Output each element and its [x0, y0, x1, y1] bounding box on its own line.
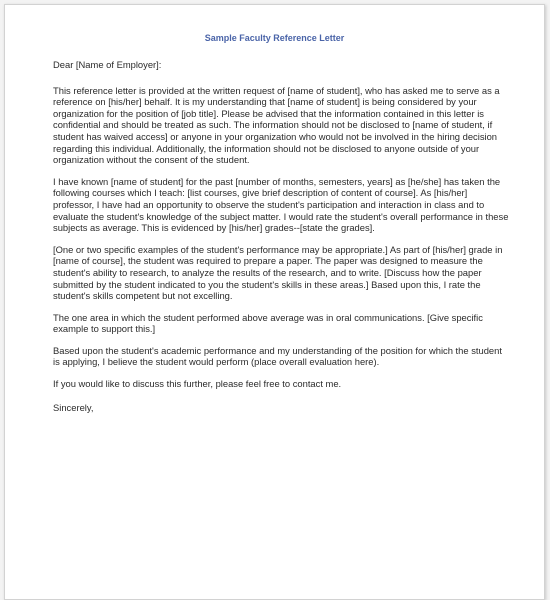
paragraph-oral-communications: The one area in which the student performed above average was in oral communications. [Give specific example to support this.] [53, 311, 483, 335]
document-title: Sample Faculty Reference Letter [204, 33, 345, 43]
paragraph-evaluation: Based upon the student's academic performance and my understanding of the position for which the student is applying, I believe the student would perform (place overall evaluation here). [53, 344, 502, 368]
paragraph-courses: I have known [name of student] for the past [number of months, semesters, years] as [he/she] has taken the following courses which I teach: [list courses, give brief description of content of course]. As [his/her] professor, I have had an opportunity to observe the student's participation and interaction in class and to evaluate the student's knowledge of the subject matter. I would rate the student's overall performance in these subjects as average. This is evidenced by [his/her] grades--[state the grades]. [53, 175, 509, 234]
paragraph-request: This reference letter is provided at the written request of [name of student], who has asked me to serve as a reference on [his/her] behalf. It is my understanding that [name of student] is being considered by your organization for the position of [job title]. Please be advised that the information contained in this letter is confidential and should be treated as such. The information should not be disclosed to [name of student, if student has waived access] or anyone in your organization who would not be involved in the hiring decision regarding this individual. Additionally, the information should not be disclosed to anyone outside of your organization without the consent of the student. [53, 84, 500, 166]
document-page [4, 4, 545, 600]
paragraph-examples: [One or two specific examples of the student's performance may be appropriate.] As part of [his/her] grade in [name of course], the student was required to prepare a paper. The paper was designed to measure the student's ability to research, to analyze the results of the research, and to write. [Discuss how the paper submitted by the student indicated to you the student's skills in these areas.] Based upon this, I rate the student's skills competent but not excelling. [53, 243, 503, 302]
paragraph-contact: If you would like to discuss this further, please feel free to contact me. [53, 378, 342, 390]
letter-body [53, 59, 509, 423]
salutation: Dear [Name of Employer]: [53, 59, 162, 70]
closing: Sincerely, [53, 401, 94, 413]
